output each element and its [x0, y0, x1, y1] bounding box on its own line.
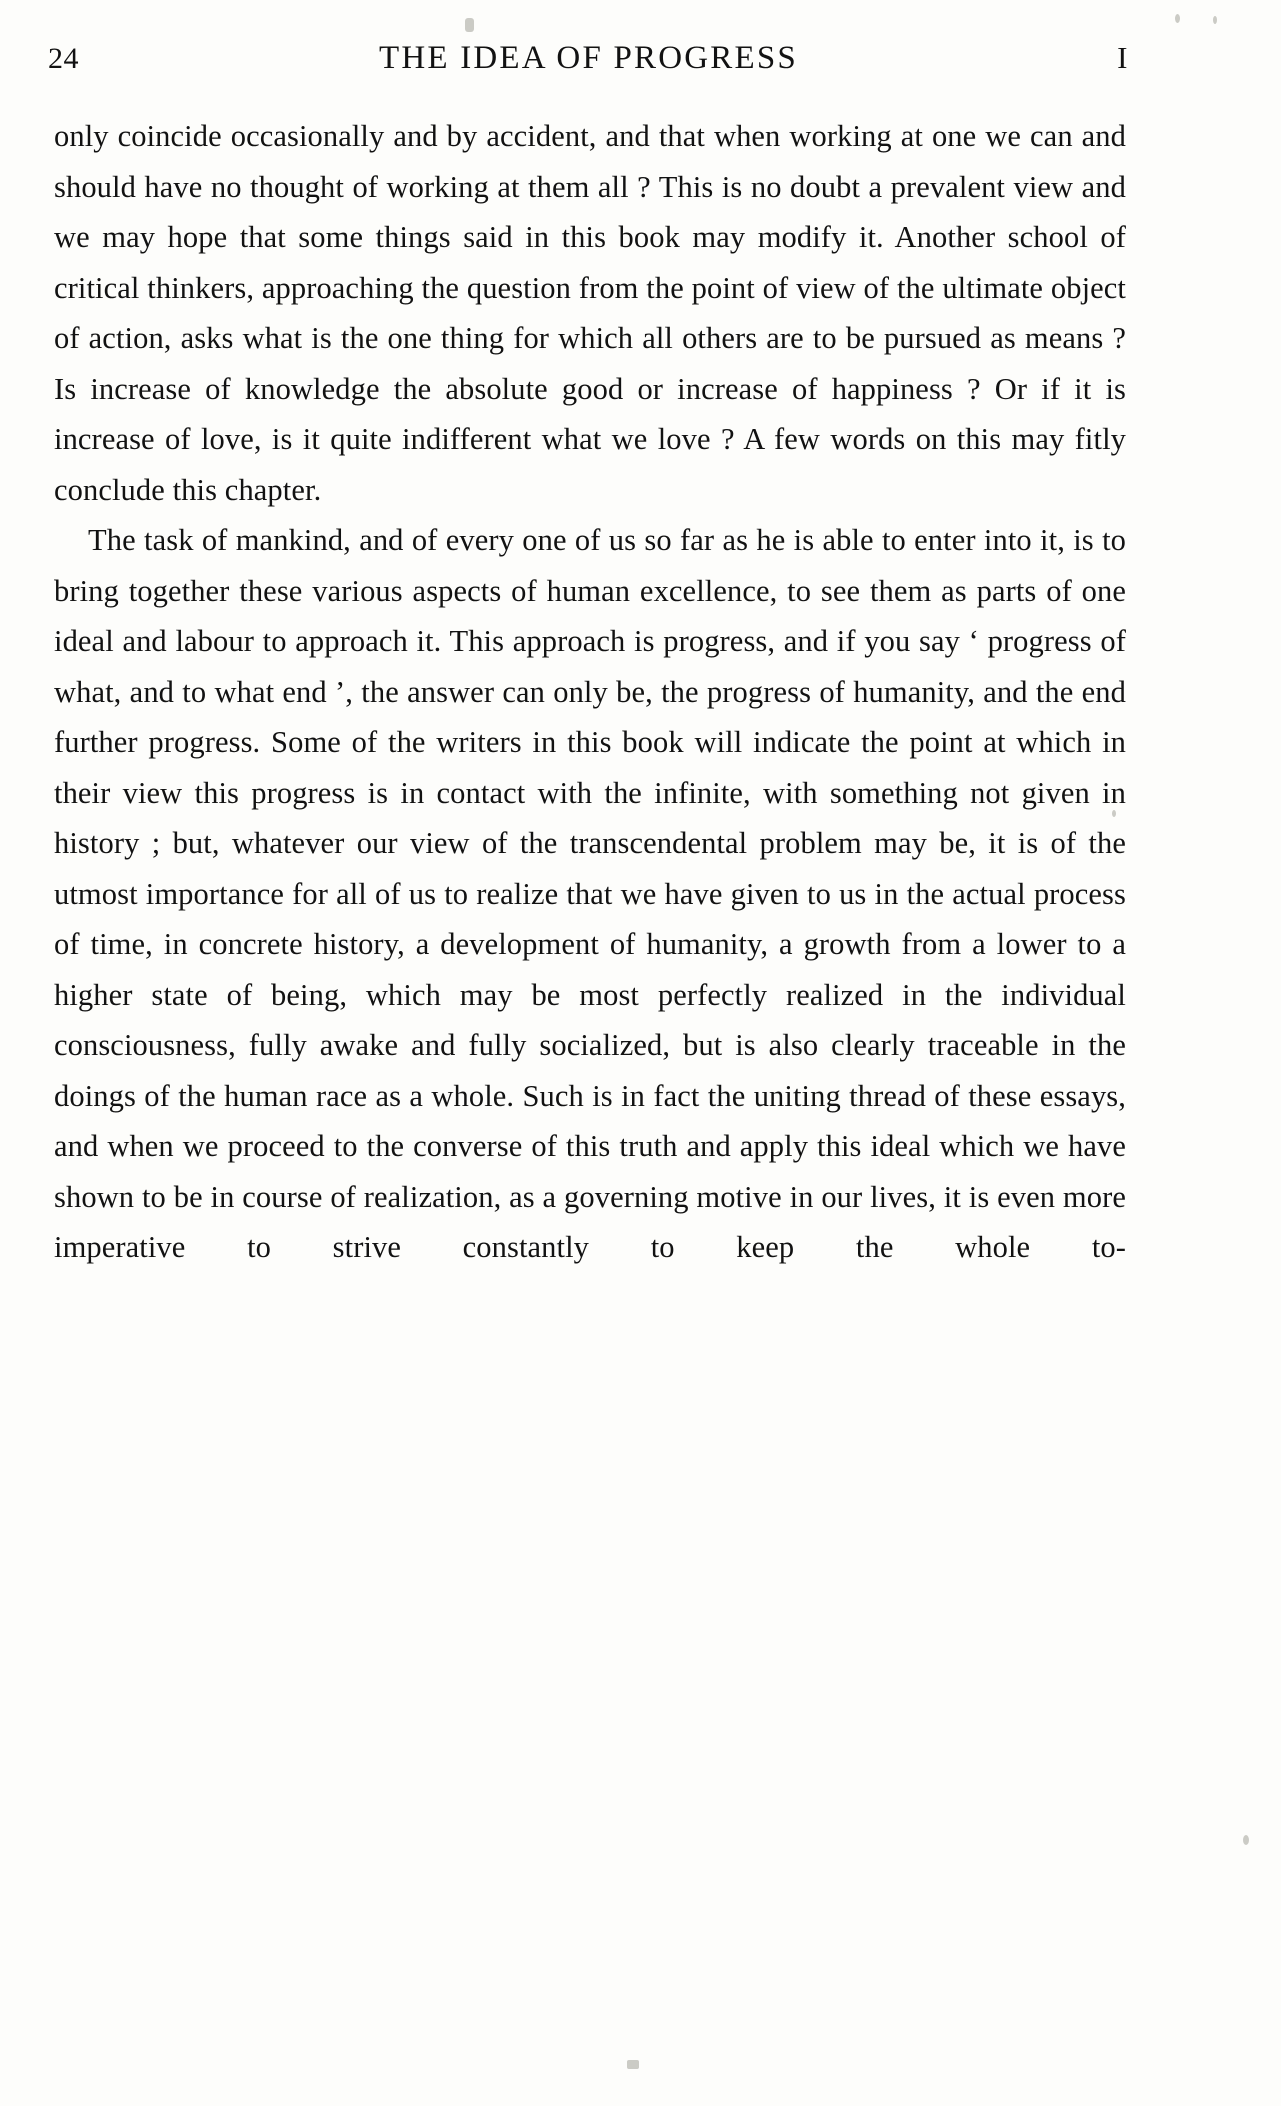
running-head	[48, 40, 1128, 77]
page-number-left: 24	[48, 42, 79, 75]
scan-speckle	[1175, 14, 1180, 23]
scan-speckle	[1213, 16, 1217, 24]
paragraph: The task of mankind, and of every one of us so far as he is able to enter into it, is to bring together these various aspects of human excellence, to see them as parts of one ideal and labour to approach it. This approach is progress, and if you say ‘ progress of what, and to what end ’, the answer can only be, the progress of humanity, and the end further progress. Some of the writers in this book will indicate the point at which in their view this progress is in contact with the infinite, with something not given in history ; but, whatever our view of the transcendental problem may be, it is of the utmost importance for all of us to realize that we have given to us in the actual process of time, in concrete history, a development of humanity, a growth from a lower to a higher state of being, which may be most perfectly realized in the individual consciousness, fully awake and fully socialized, but is also clearly traceable in the doings of the human race as a whole. Such is in fact the uniting thread of these essays, and when we proceed to the converse of this truth and apply this ideal which we have shown to be in course of realization, as a governing motive in our lives, it is even more imperative to strive constantly to keep the whole to-	[54, 523, 1126, 1264]
scan-speckle	[465, 18, 474, 32]
scan-speckle	[627, 2060, 639, 2069]
scan-speckle	[1243, 1835, 1249, 1845]
chapter-number-right: I	[1117, 40, 1128, 75]
book-title-header: THE IDEA OF PROGRESS	[379, 40, 798, 76]
paragraph: only coincide occasionally and by accident, and that when working at one we can and should have no thought of working at them all ? This is no doubt a prevalent view and we may hope that some things said in this book may modify it. Another school of critical thinkers, approaching the question from the point of view of the ultimate object of action, asks what is the one thing for which all others are to be pursued as means ? Is increase of knowledge the absolute good or increase of happiness ? Or if it is increase of love, is it quite indifferent what we love ? A few words on this may fitly conclude this chapter.	[54, 119, 1126, 507]
page-body	[54, 111, 1126, 1323]
